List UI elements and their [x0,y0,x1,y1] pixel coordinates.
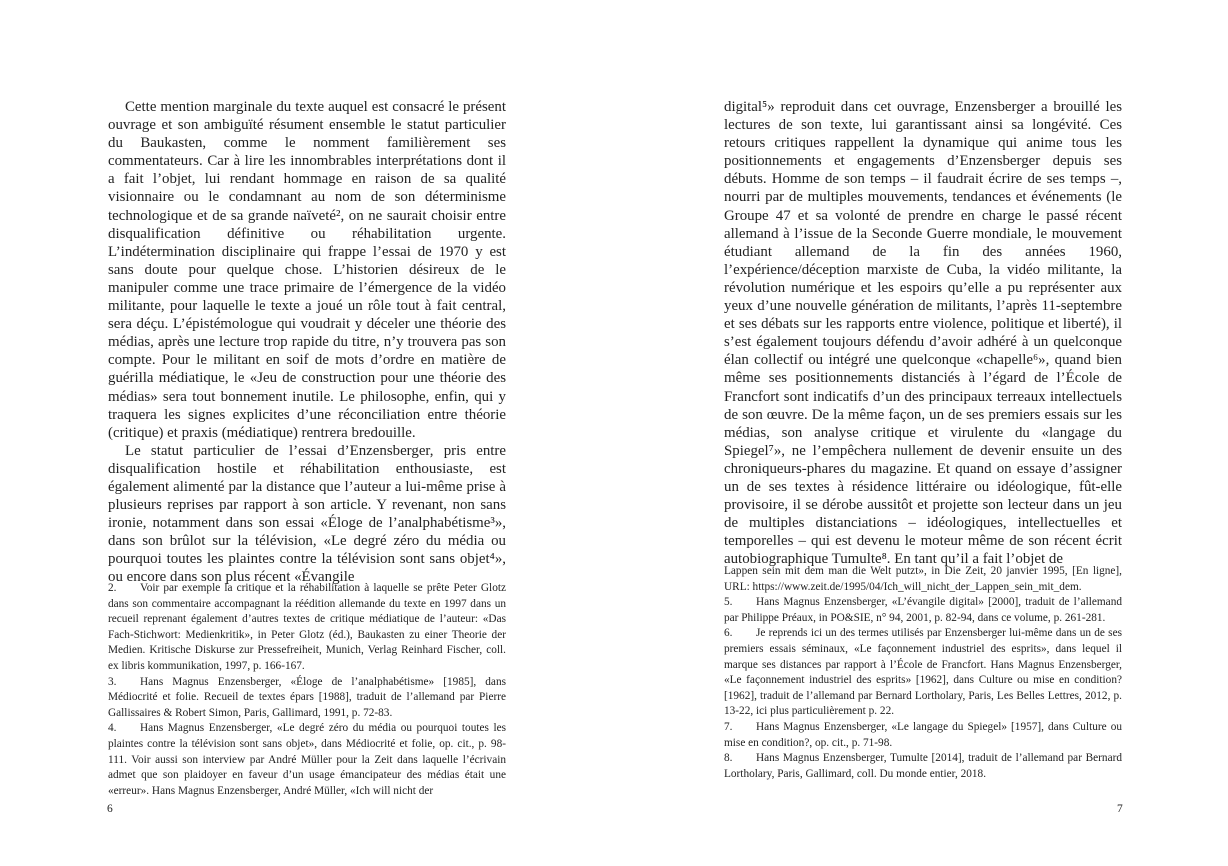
footnote [108,721,506,799]
page-number: 7 [1117,803,1123,815]
footnote [108,675,506,722]
right-footnotes [724,564,1122,782]
footnote [108,581,506,675]
footnote-text: Hans Magnus Enzensberger, «Le langage du Spiegel» [1957], dans Culture ou mise en condition?, op. cit., p. 71-98. [724,720,1122,749]
paragraph: Cette mention marginale du texte auquel est consacré le présent ouvrage et son ambiguïté résument ensemble le statut particulier du Baukasten, comme le nomment familièrement ses commentateurs. Car à lire les innombrables interprétations dont il a fait l’objet, lui rendant hommage en raison de sa qualité visionnaire ou le condamnant au nom de son déterminisme technologique et de sa grande naïveté², on ne saurait choisir entre disqualification définitive ou réhabilitation urgente. L’indétermination disciplinaire qui frappe l’essai de 1970 y est sans doute pour quelque chose. L’historien désireux de le manipuler comme une trace primaire de l’émergence de la vidéo militante, pour laquelle le texte a joué un rôle tout à fait central, sera déçu. L’épistémologue qui voudrait y déceler une théorie des médias, après une lecture trop rapide du titre, n’y trouvera pas son compte. Pour le militant en soif de mots d’ordre en matière de guérilla médiatique, le «Jeu de construction pour une théorie des médias» sera tout bonnement inutile. Le philosophe, enfin, qui y traquera les signes explicites d’une réconciliation entre théorie (critique) et praxis (médiatique) rentrera bredouille. [108,99,506,441]
footnote-text: Je reprends ici un des termes utilisés par Enzensberger lui-même dans un de ses premiers essais séminaux, «Le façonnement industriel des esprits», dans lequel il marque ses distances par rapport à l’École de Francfort. Hans Magnus Enzensberger, «Le façonnement industriel des esprits» [1962], dans Culture ou mise en condition? [1962], traduit de l’allemand par Bernard Lortholary, Paris, Les Belles Lettres, 2012, p. 13-22, ici plus particulièrement p. 22. [724,627,1122,718]
footnote-text: Hans Magnus Enzensberger, «Le degré zéro du média ou pourquoi toutes les plaintes contre la télévision sont sans objet», dans Médiocrité et folie, op. cit., p. 98-111. Voir aussi son interview par André Müller pour la Zeit dans laquelle l’écrivain admet que son plaidoyer en faveur d’un usage émancipateur des médias était une «erreur». Hans Magnus Enzensberger, André Müller, «Ich will nicht der [108,722,506,797]
footnote-number: 3. [108,675,117,688]
footnote-number: 8. [724,752,733,765]
paragraph: digital⁵» reproduit dans cet ouvrage, Enzensberger a brouillé les lectures de son texte, lui garantissant ainsi sa longévité. Ces retours critiques rappellent la dynamique qui anime tous les positionnements et engagements d’Enzensberger depuis ses débuts. Homme de son temps – il faudrait écrire de ses temps –, nourri par de multiples mouvements, tendances et événements (le Groupe 47 et sa volonté de prendre en charge le passé récent allemand à l’issue de la Seconde Guerre mondiale, le mouvement étudiant allemand de la fin des années 1960, l’expérience/déception marxiste de Cuba, la vidéo militante, la révolution numérique et les espoirs qu’elle a pu représenter aux yeux d’une nouvelle génération de militants, l’après 11-septembre et ses débats sur les rapports entre violence, politique et liberté), il s’est également toujours défendu d’avoir adhéré à un quelconque élan collectif ou intégré une quelconque «chapelle⁶», quand bien même ses positionnements distanciés à l’égard de l’École de Francfort sont indicatifs d’un des principaux terreaux intellectuels de son œuvre. De la même façon, un de ses premiers essais sur les médias, son analyse critique et virulente du «langage du Spiegel⁷», ne l’empêchera nullement de devenir ensuite un des chroniqueurs-phares du magazine. Et quand on essaye d’assigner un de ses textes à résidence littéraire ou idéologique, fût-elle provisoire, il se dérobe aussitôt et projette son lecteur dans un jeu de multiples distanciations – idéologiques, intellectuelles et temporelles – qui est devenu le moteur même de son récent écrit autobiographique Tumulte⁸. En tant qu’il a fait l’objet de [724,99,1122,568]
footnote-text: Hans Magnus Enzensberger, «L’évangile digital» [2000], traduit de l’allemand par Philippe Préaux, in PO&SIE, n° 94, 2001, p. 82-94, dans ce volume, p. 261-281. [724,596,1122,624]
page-number: 6 [107,803,113,815]
footnote-number: 5. [724,596,733,609]
left-body-text [108,98,506,587]
footnote-number: 2. [108,582,117,594]
footnote-text: Hans Magnus Enzensberger, Tumulte [2014], traduit de l’allemand par Bernard Lortholary, Paris, Gallimard, coll. Du monde entier, 2018. [724,752,1122,780]
footnote-text: Voir par exemple la critique et la réhabilitation à laquelle se prête Peter Glotz dans son commentaire accompagnant la réédition allemande du texte en 1997 dans un recueil reprenant également d’autres textes de critique médiatique de l’auteur: «Das Fach-Stichwort: Medienkritik», in Peter Glotz (éd.), Baukasten zu einer Theorie der Medien. Kritische Diskurse zur Pressefreiheit, Munich, Verlag Reinhard Fischer, coll. ex libris kommunikation, 1997, p. 166-167. [108,582,506,672]
right-page [614,0,1228,866]
footnote [724,626,1122,720]
paragraph: Le statut particulier de l’essai d’Enzensberger, pris entre disqualification hostile et réhabilitation enthousiaste, est également alimenté par la distance que l’auteur a lui-même prise à plusieurs reprises par rapport à son article. Y revenant, non sans ironie, notamment dans son essai «Éloge de l’analphabétisme³», dans son brûlot sur la télévision, «Le degré zéro du média ou pourquoi toutes les plaintes contre la télévision sont sans objet⁴», ou encore dans son plus récent «Évangile [108,442,506,586]
footnote-continuation: Lappen sein mit dem man die Welt putzt», in Die Zeit, 20 janvier 1995, [En ligne], URL: https://www.zeit.de/1995/04/Ich_will_nicht_der_Lappen_sein_mit_dem. [724,565,1122,593]
footnote [724,751,1122,782]
footnote-text: Hans Magnus Enzensberger, «Éloge de l’analphabétisme» [1985], dans Médiocrité et folie. Recueil de textes épars [1988], traduit de l’allemand par Pierre Gallissaires & Robert Simon, Paris, Gallimard, 1991, p. 72-83. [108,675,506,719]
footnote-number: 6. [724,627,733,640]
right-body-text [724,98,1122,568]
footnote [724,720,1122,751]
footnote-number: 7. [724,720,733,733]
footnote [724,595,1122,626]
footnote-number: 4. [108,722,117,735]
left-footnotes [108,581,506,799]
